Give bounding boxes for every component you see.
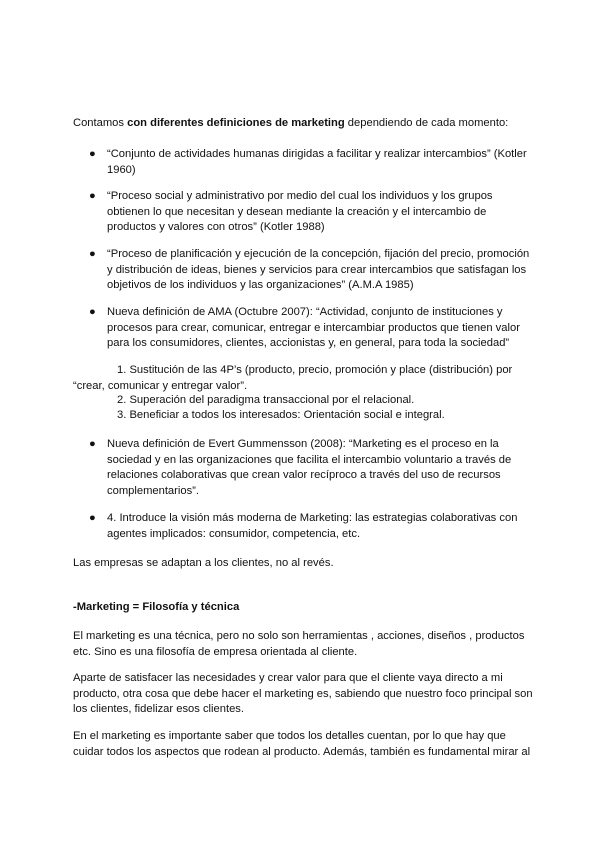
closing-sentence: Las empresas se adaptan a los clientes, no al revés. [73, 557, 334, 569]
section-heading: -Marketing = Filosofía y técnica [73, 601, 240, 613]
intro-paragraph [73, 116, 543, 132]
bullet-text: “Proceso de planificación y ejecución de la concepción, fijación del precio, promoción y distribución de ideas, bienes y servicios para crear intercambios que satisfagan los objetivos de los individuos y las organizaciones” (A.M.A 1985) [107, 248, 530, 291]
body-paragraph: Aparte de satisfacer las necesidades y crear valor para que el cliente vaya directo a mi producto, otra cosa que debe hacer el marketing es, sabiendo que nuestro foco principal son los clientes, fidelizar esos clientes. [73, 672, 533, 715]
numbered-item-3: 3. Beneficiar a todos los interesados: Orientación social e integral. [117, 409, 445, 421]
bullet-marker: ● [89, 148, 96, 160]
bullet-marker: ● [89, 438, 96, 450]
bullet-text: “Proceso social y administrativo por medio del cual los individuos y los grupos obtienen lo que necesitan y desean mediante la creación y el intercambio de productos y valores con otros” (Kotler 1988) [107, 190, 493, 233]
bullet-marker: ● [89, 248, 96, 260]
bullet-text: Nueva definición de Evert Gummensson (2008): “Marketing es el proceso en la sociedad y en las organizaciones que facilita el intercambio voluntario a través de relaciones colaborativas que crean valor recíproco a través del uso de recursos complementarios”. [107, 438, 512, 497]
bullet-text: 4. Introduce la visión más moderna de Marketing: las estrategias colaborativas con agentes implicados: consumidor, competencia, etc. [107, 512, 518, 540]
bullet-marker: ● [89, 190, 96, 202]
intro-text-end: dependiendo de cada momento: [344, 117, 509, 129]
body-paragraph: El marketing es una técnica, pero no solo son herramientas , acciones, diseños , productos etc. Sino es una filosofía de empresa orientada al cliente. [73, 630, 525, 658]
numbered-item-1: 1. Sustitución de las 4P’s (producto, precio, promoción y place (distribución) por [117, 364, 513, 376]
intro-bold-text: con diferentes definiciones de marketing [127, 117, 345, 129]
bullet-marker: ● [89, 512, 96, 524]
bullet-text: “Conjunto de actividades humanas dirigidas a facilitar y realizar intercambios” (Kotler 1960) [107, 148, 527, 176]
numbered-item-1-continuation: “crear, comunicar y entregar valor”. [73, 380, 248, 392]
bullet-text: Nueva definición de AMA (Octubre 2007): “Actividad, conjunto de instituciones y procesos para crear, comunicar, entregar e intercambiar productos que tienen valor para los consumidores, clientes, accionistas y, en general, para toda la sociedad” [107, 306, 520, 349]
intro-text-start: Contamos [73, 117, 128, 129]
bullet-marker: ● [89, 306, 96, 318]
body-paragraph: En el marketing es importante saber que todos los detalles cuentan, por lo que hay que cuidar todos los aspectos que rodean al producto. Además, también es fundamental mirar al [73, 730, 531, 758]
numbered-item-2: 2. Superación del paradigma transaccional por el relacional. [117, 394, 415, 406]
